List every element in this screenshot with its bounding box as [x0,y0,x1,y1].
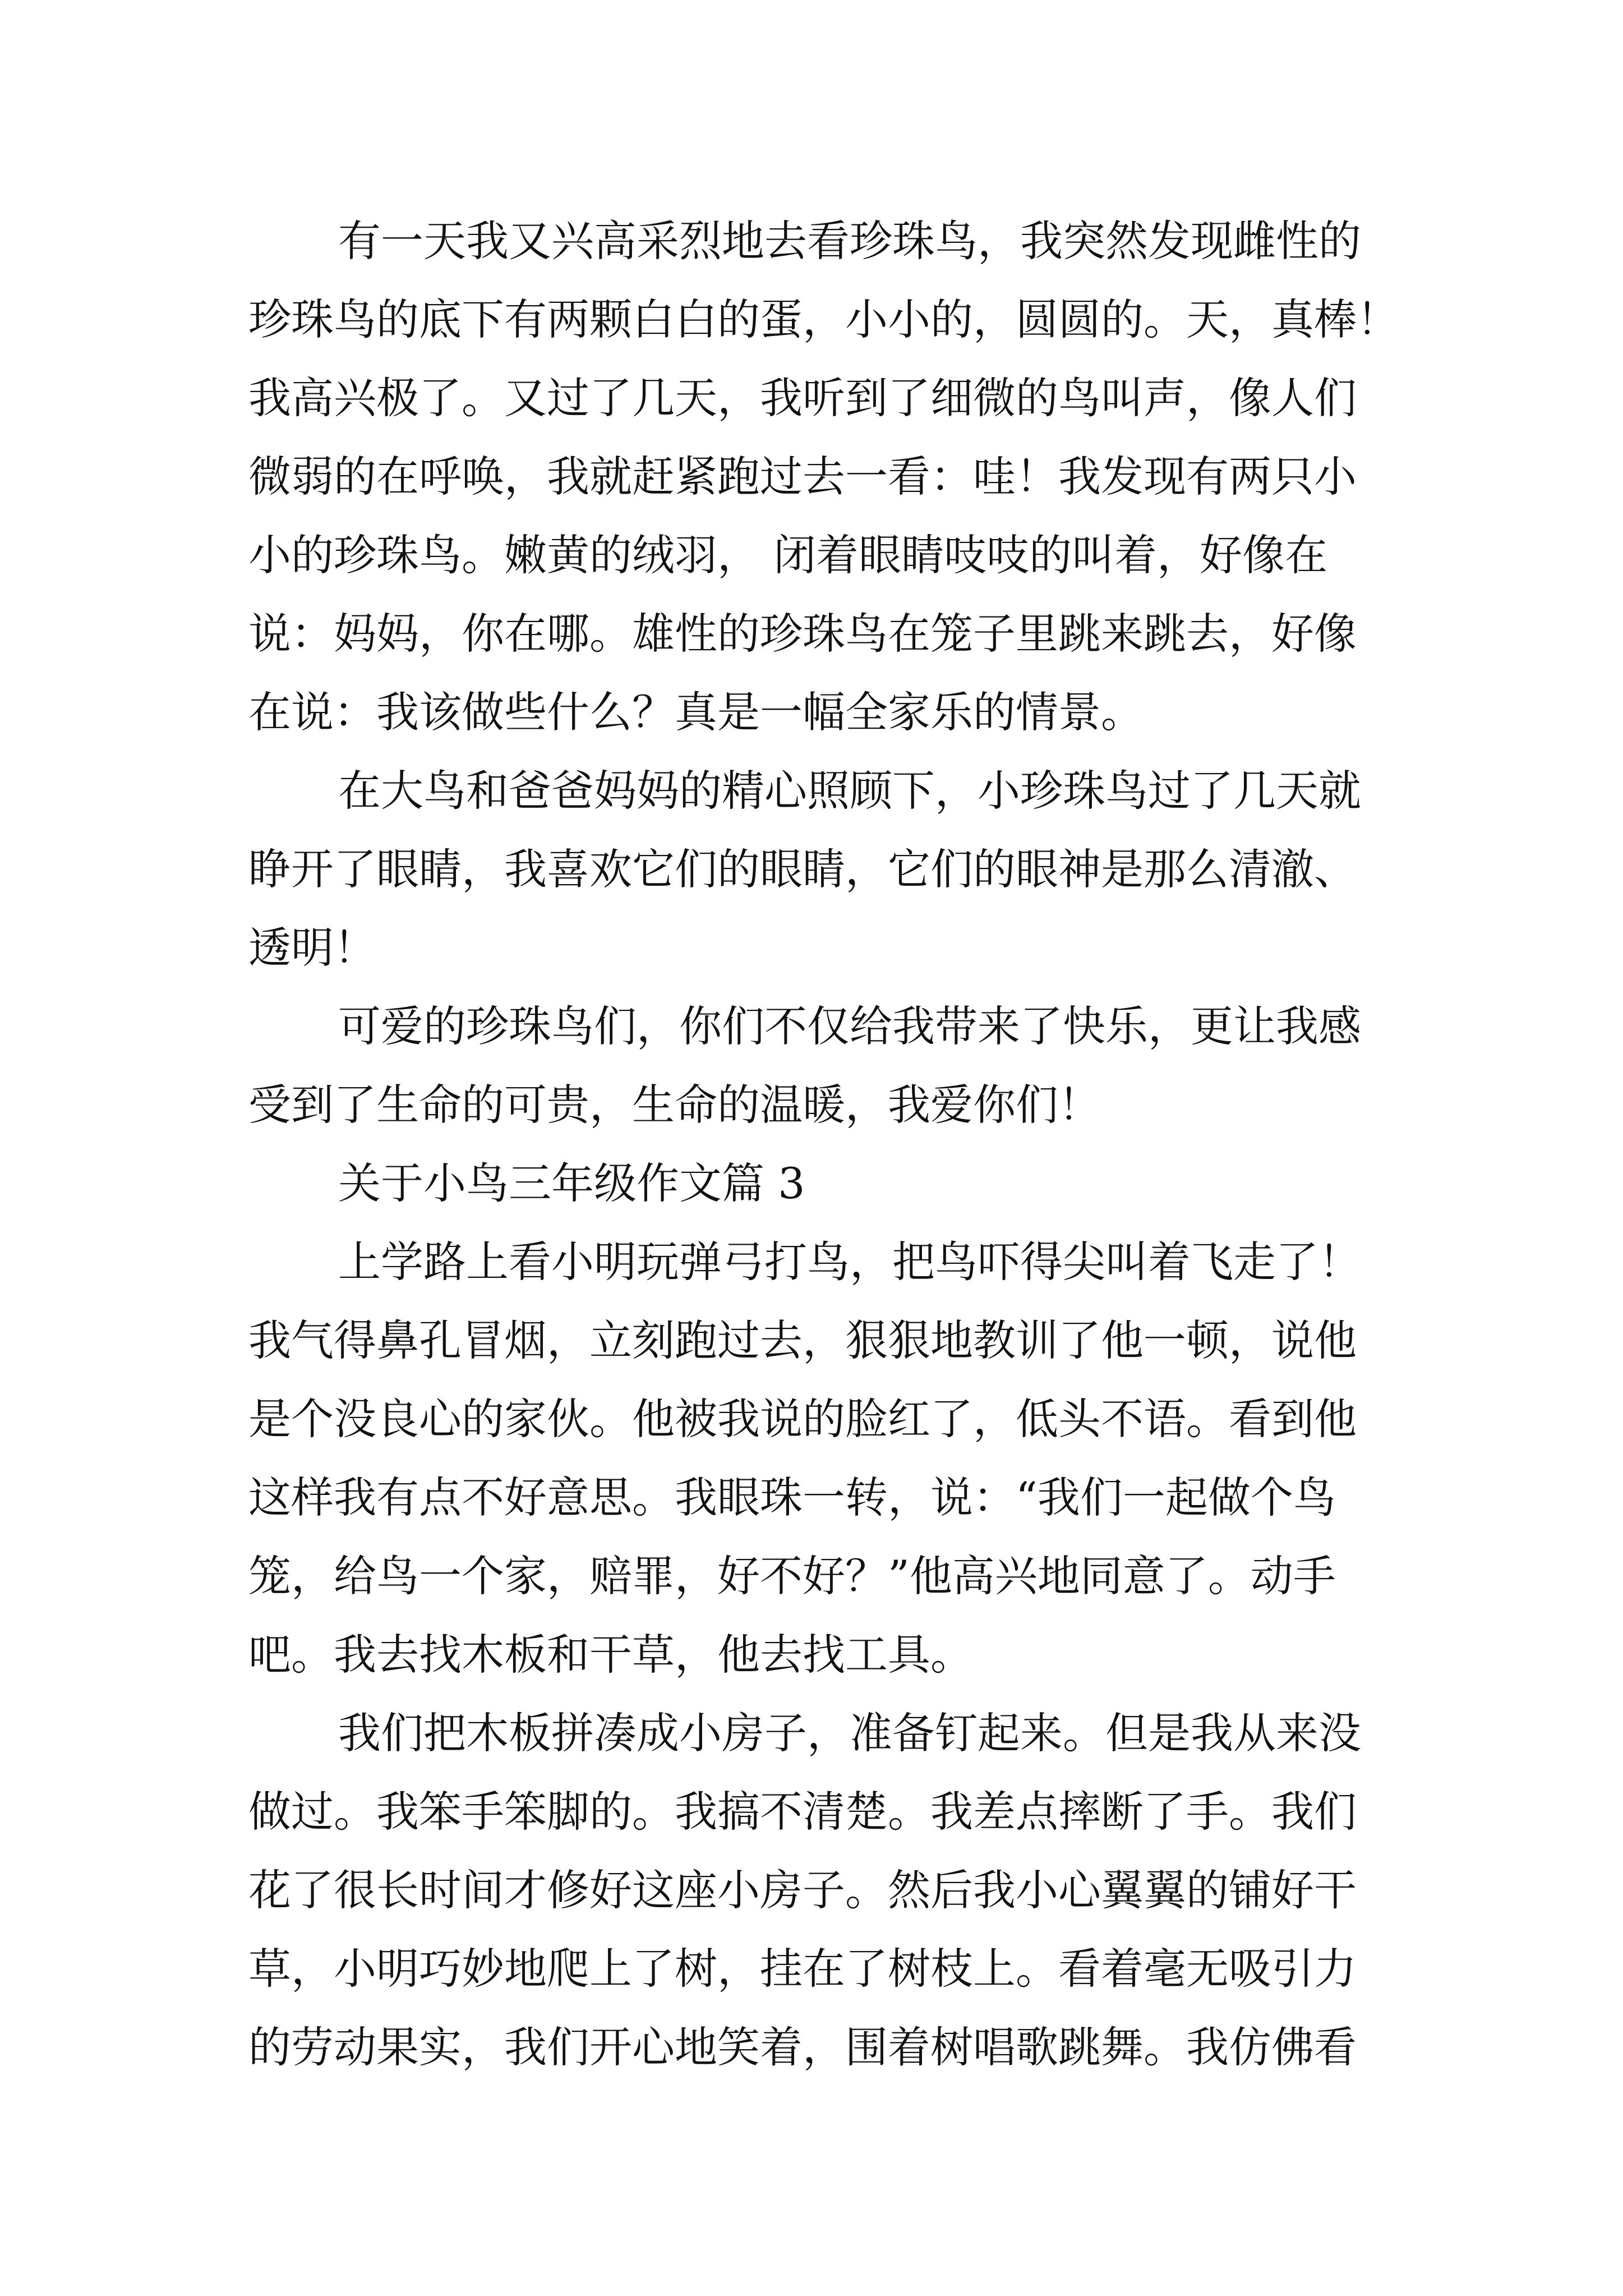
section-heading: 关于小鸟三年级作文篇 3 [338,1158,805,1208]
text-line: 珍珠鸟的底下有两颗白白的蛋，小小的，圆圆的。天，真棒！ [248,295,1399,344]
text-line: 可爱的珍珠鸟们，你们不仅给我带来了快乐，更让我感 [338,1001,1361,1051]
text-line: 吧。我去找木板和干草，他去找工具。 [248,1630,973,1680]
text-line: 说：妈妈，你在哪。雄性的珍珠鸟在笼子里跳来跳去，好像 [248,609,1357,659]
text-line: 受到了生命的可贵，生命的温暖，我爱你们！ [248,1080,1101,1130]
text-line: 我们把木板拼凑成小房子，准备钉起来。但是我从来没 [338,1708,1361,1758]
text-line: 上学路上看小明玩弹弓打鸟，把鸟吓得尖叫着飞走了！ [338,1237,1361,1287]
text-line: 是个没良心的家伙。他被我说的脸红了，低头不语。看到他 [248,1394,1357,1444]
text-line: 睁开了眼睛，我喜欢它们的眼睛，它们的眼神是那么清澈、 [248,844,1357,894]
text-line: 有一天我又兴高采烈地去看珍珠鸟，我突然发现雌性的 [338,216,1361,266]
text-line: 微弱的在呼唤，我就赶紧跑过去一看：哇！我发现有两只小 [248,452,1357,501]
text-line: 我高兴极了。又过了几天，我听到了细微的鸟叫声，像人们 [248,373,1357,423]
text-line: 这样我有点不好意思。我眼珠一转，说：“我们一起做个鸟 [248,1473,1336,1522]
text-line: 小的珍珠鸟。嫩黄的绒羽， 闭着眼睛吱吱的叫着，好像在 [248,530,1328,580]
text-line: 笼，给鸟一个家，赔罪，好不好？”他高兴地同意了。动手 [248,1551,1336,1601]
text-line: 我气得鼻孔冒烟，立刻跑过去，狠狠地教训了他一顿，说他 [248,1315,1357,1365]
text-line: 在说：我该做些什么？真是一幅全家乐的情景。 [248,687,1144,737]
text-line: 的劳动果实，我们开心地笑着，围着树唱歌跳舞。我仿佛看 [248,2022,1357,2072]
text-line: 花了很长时间才修好这座小房子。然后我小心翼翼的铺好干 [248,1865,1357,1915]
text-line: 在大鸟和爸爸妈妈的精心照顾下，小珍珠鸟过了几天就 [338,766,1361,816]
article-body [248,202,1399,2087]
text-line: 草，小明巧妙地爬上了树，挂在了树枝上。看着毫无吸引力 [248,1944,1357,1994]
text-line: 做过。我笨手笨脚的。我搞不清楚。我差点摔断了手。我们 [248,1787,1357,1837]
text-line: 透明！ [248,923,376,973]
